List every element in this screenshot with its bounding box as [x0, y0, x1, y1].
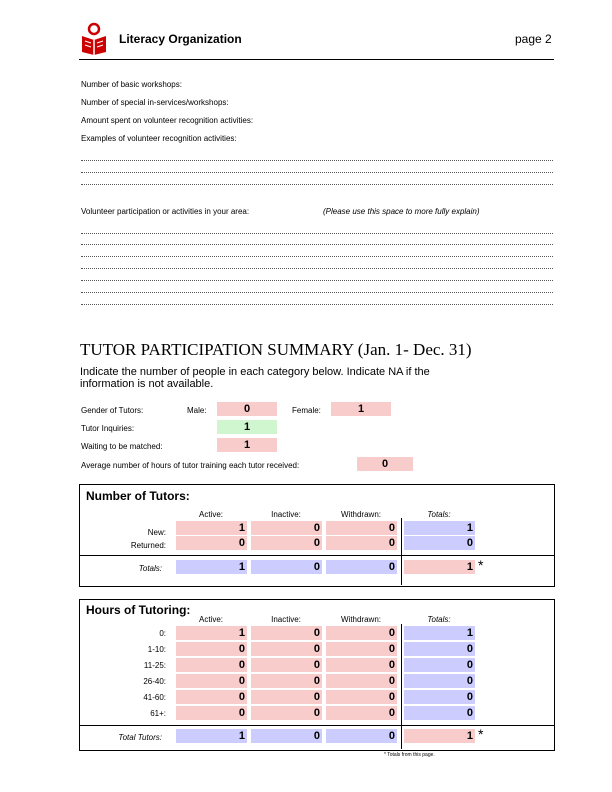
hours-row-label: 61+:	[150, 709, 166, 718]
hours-cell[interactable]: 0	[251, 642, 322, 656]
answer-line[interactable]	[81, 256, 553, 257]
hours-cell[interactable]: 0	[251, 706, 322, 720]
hours-cell[interactable]: 0	[404, 674, 475, 688]
hours-totals-grand[interactable]: 1	[404, 729, 475, 743]
totals-divider	[401, 556, 402, 585]
hours-cell[interactable]: 1	[404, 626, 475, 640]
hours-cell[interactable]: 0	[326, 626, 397, 640]
hours-cell[interactable]: 0	[404, 706, 475, 720]
recognition-amount-label: Amount spent on volunteer recognition activities:	[81, 116, 254, 125]
answer-line[interactable]	[81, 172, 553, 173]
instructions: Indicate the number of people in each category below. Indicate NA if the information is not available.	[80, 366, 430, 390]
totals-withdrawn[interactable]: 0	[326, 560, 397, 574]
answer-line[interactable]	[81, 184, 553, 185]
hours-row-label: 41-60:	[143, 693, 166, 702]
hours-row-label: 11-25:	[143, 661, 166, 670]
returned-withdrawn[interactable]: 0	[326, 536, 397, 550]
avg-hours-label: Average number of hours of tutor training each tutor received:	[81, 461, 300, 470]
col-withdrawn: Withdrawn:	[340, 615, 381, 624]
section-title: TUTOR PARTICIPATION SUMMARY (Jan. 1- Dec. 31)	[80, 340, 472, 359]
hours-cell[interactable]: 0	[176, 642, 247, 656]
hours-cell[interactable]: 0	[326, 642, 397, 656]
totals-divider	[401, 518, 402, 555]
hours-cell[interactable]: 0	[251, 674, 322, 688]
male-label: Male:	[187, 406, 207, 415]
col-inactive: Inactive:	[271, 615, 301, 624]
female-label: Female:	[292, 406, 321, 415]
hours-title: Hours of Tutoring:	[86, 603, 191, 617]
hours-cell[interactable]: 0	[251, 690, 322, 704]
explain-note: (Please use this space to more fully explain)	[323, 207, 480, 216]
hours-cell[interactable]: 0	[176, 658, 247, 672]
hours-cell[interactable]: 0	[176, 690, 247, 704]
hours-cell[interactable]: 0	[326, 674, 397, 688]
col-inactive: Inactive:	[271, 510, 301, 519]
totals-separator	[80, 555, 554, 556]
totals-divider	[401, 726, 402, 749]
col-active: Active:	[198, 510, 223, 519]
footnote: * Totals from this page.	[384, 752, 435, 758]
totals-active[interactable]: 1	[176, 560, 247, 574]
inquiries-field[interactable]: 1	[217, 420, 277, 434]
row-new-label: New:	[147, 528, 166, 537]
hours-cell[interactable]: 0	[251, 626, 322, 640]
hours-cell[interactable]: 0	[326, 706, 397, 720]
tutors-title: Number of Tutors:	[86, 489, 190, 503]
tutors-totals-label: Totals:	[138, 564, 162, 573]
waiting-label: Waiting to be matched:	[81, 442, 163, 451]
female-field[interactable]: 1	[331, 402, 391, 416]
hours-row-label: 1-10:	[147, 645, 166, 654]
special-workshops-label: Number of special in-services/workshops:	[81, 98, 229, 107]
avg-hours-field[interactable]: 0	[357, 457, 413, 471]
answer-line[interactable]	[81, 160, 553, 161]
answer-line[interactable]	[81, 292, 553, 293]
male-field[interactable]: 0	[217, 402, 277, 416]
new-total[interactable]: 1	[404, 521, 475, 535]
waiting-field[interactable]: 1	[217, 438, 277, 452]
footnote-marker: *	[478, 557, 484, 573]
answer-line[interactable]	[81, 268, 553, 269]
totals-inactive[interactable]: 0	[251, 560, 322, 574]
answer-line[interactable]	[81, 280, 553, 281]
hours-totals-inactive[interactable]: 0	[251, 729, 322, 743]
hours-totals-active[interactable]: 1	[176, 729, 247, 743]
hours-totals-label: Total Tutors:	[118, 733, 162, 742]
hours-cell[interactable]: 0	[326, 658, 397, 672]
hours-row-label: 0:	[159, 629, 166, 638]
hours-cell[interactable]: 0	[176, 674, 247, 688]
recognition-examples-label: Examples of volunteer recognition activities:	[81, 134, 237, 143]
footnote-marker: *	[478, 726, 484, 742]
returned-active[interactable]: 0	[176, 536, 247, 550]
new-inactive[interactable]: 0	[251, 521, 322, 535]
inquiries-label: Tutor Inquiries:	[81, 424, 135, 433]
hours-cell[interactable]: 1	[176, 626, 247, 640]
returned-total[interactable]: 0	[404, 536, 475, 550]
answer-line[interactable]	[81, 244, 553, 245]
hours-cell[interactable]: 0	[251, 658, 322, 672]
answer-line[interactable]	[81, 304, 553, 305]
org-name: Literacy Organization	[119, 32, 242, 46]
hours-totals-withdrawn[interactable]: 0	[326, 729, 397, 743]
hours-cell[interactable]: 0	[404, 658, 475, 672]
new-active[interactable]: 1	[176, 521, 247, 535]
hours-row-label: 26-40:	[143, 677, 166, 686]
hours-cell[interactable]: 0	[404, 690, 475, 704]
hours-cell[interactable]: 0	[326, 690, 397, 704]
col-active: Active:	[198, 615, 223, 624]
new-withdrawn[interactable]: 0	[326, 521, 397, 535]
header-divider	[79, 59, 554, 60]
answer-line[interactable]	[81, 233, 553, 234]
totals-grand[interactable]: 1	[404, 560, 475, 574]
volunteer-participation-label: Volunteer participation or activities in your area:	[81, 207, 250, 216]
gender-label: Gender of Tutors:	[81, 406, 144, 415]
row-returned-label: Returned:	[130, 541, 166, 550]
col-totals: Totals:	[427, 615, 451, 624]
col-totals: Totals:	[427, 510, 451, 519]
col-withdrawn: Withdrawn:	[340, 510, 381, 519]
totals-divider	[401, 624, 402, 725]
literacy-logo-icon	[79, 22, 109, 56]
returned-inactive[interactable]: 0	[251, 536, 322, 550]
hours-cell[interactable]: 0	[176, 706, 247, 720]
basic-workshops-label: Number of basic workshops:	[81, 80, 182, 89]
hours-cell[interactable]: 0	[404, 642, 475, 656]
page-number: page 2	[515, 32, 552, 46]
